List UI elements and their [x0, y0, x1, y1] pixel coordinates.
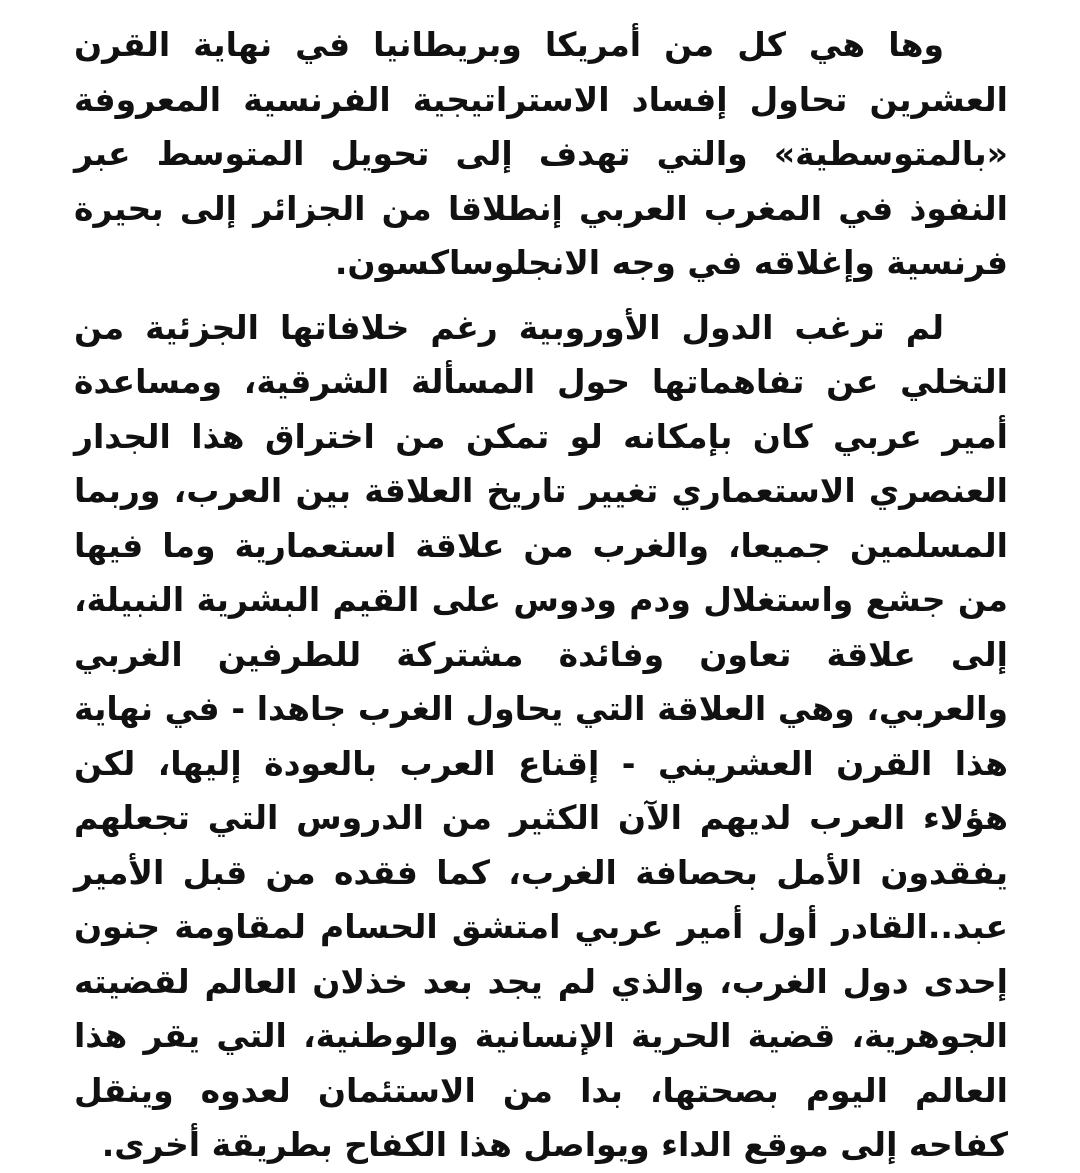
paragraph-2: لم ترغب الدول الأوروبية رغم خلافاتها الجزئية من التخلي عن تفاهماتها حول المسألة الشرقية، ومساعدة أمير عربي كان بإمكانه لو تمكن من اختراق هذا الجدار العنصري الاستعماري تغيير تاريخ العلاقة بين العرب، وربما المسلمين جميعا، والغرب من علاقة استعمارية وما فيها من جشع واستغلال ودم ودوس على القيم البشرية النبيلة، إلى علاقة تعاون وفائدة مشتركة للطرفين الغربي والعربي، وهي العلاقة التي يحاول الغرب جاهدا - في نهاية هذا القرن العشريني - إقناع العرب بالعودة إليها، لكن هؤلاء العرب لديهم الآن الكثير من الدروس التي تجعلهم يفقدون الأمل بحصافة الغرب، كما فقده من قبل الأمير عبد..القادر أول أمير عربي امتشق الحسام لمقاومة جنون إحدى دول الغرب، والذي لم يجد بعد خذلان العالم لقضيته الجوهرية، قضية الحرية الإنسانية والوطنية، التي يقر هذا العالم اليوم بصحتها، بدا من الاستئمان لعدوه وينقل كفاحه إلى موقع الداء ويواصل هذا الكفاح بطريقة أخرى. — [74, 307, 1008, 1164]
document-page — [0, 18, 1080, 1173]
paragraph-1: وها هي كل من أمريكا وبريطانيا في نهاية القرن العشرين تحاول إفساد الاستراتيجية الفرنسية المعروفة «بالمتوسطية» والتي تهدف إلى تحويل المتوسط عبر النفوذ في المغرب العربي إنطلاقا من الجزائر إلى بحيرة فرنسية وإغلاقه في وجه الانجلوساكسون. — [74, 25, 1008, 282]
